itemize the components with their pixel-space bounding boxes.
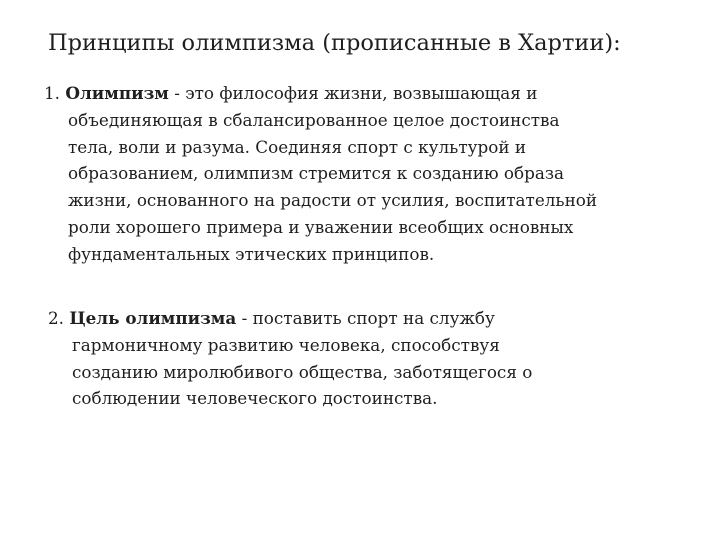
- principle-item-1: [44, 80, 714, 268]
- principle-item-2: [48, 305, 708, 412]
- item-number: 1.: [44, 83, 61, 103]
- item-text-line: жизни, основанного на радости от усилия, воспитательной: [68, 190, 598, 211]
- item-term: Олимпизм: [65, 83, 169, 103]
- item-first-line: [48, 305, 708, 332]
- item-text-line: созданию миролюбивого общества, заботящегося о: [72, 361, 533, 382]
- item-text: - поставить спорт на службу: [236, 308, 495, 328]
- item-text: - это философия жизни, возвышающая и: [168, 83, 538, 103]
- slide-title: Принципы олимпизма (прописанные в Хартии):: [48, 30, 621, 56]
- item-text-line: тела, воли и разума. Соединяя спорт с культурой и: [68, 136, 527, 157]
- item-number: 2.: [48, 308, 65, 328]
- item-text-line: объединяющая в сбалансированное целое достоинства: [68, 109, 560, 130]
- item-text-line: роли хорошего примера и уважении всеобщих основных: [68, 216, 574, 237]
- item-first-line: [44, 80, 714, 107]
- item-text-line: фундаментальных этических принципов.: [68, 243, 435, 264]
- item-text-line: соблюдении человеческого достоинства.: [72, 388, 438, 409]
- item-text-line: гармоничному развитию человека, способствуя: [72, 334, 500, 355]
- item-term: Цель олимпизма: [69, 308, 237, 328]
- item-text-line: образованием, олимпизм стремится к созданию образа: [68, 163, 565, 184]
